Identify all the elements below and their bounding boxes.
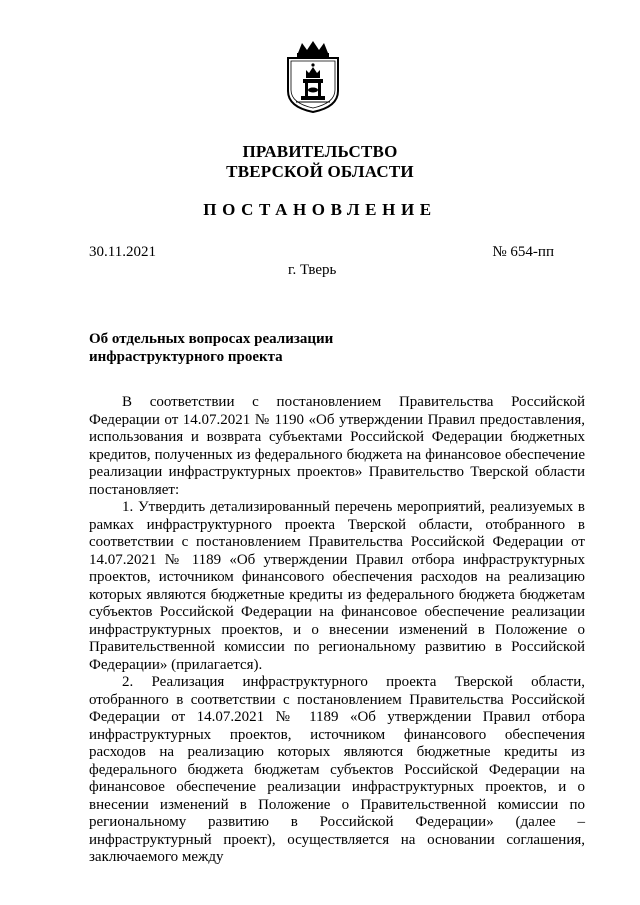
coat-of-arms-icon xyxy=(284,41,342,113)
body-item-1-paragraph: 1. Утвердить детализированный перечень мероприятий, реализуемых в рамках инфраструктурного проекта Тверской области, отобранного в соответствии с постановлением Правительства Российской Федерации от 14.07.2021 № 1189 «Об утверждении Правил отбора инфраструктурных проектов, источником финансового обеспечения расходов на реализацию которых являются бюджетные кредиты из федерального бюджета бюджетам субъектов Российской Федерации на финансовое обеспечение реализации инфраструктурных проектов, и о внесении изменений в Положение о Правительственной комиссии по региональному развитию в Российской Федерации» (прилагается). xyxy=(89,499,585,673)
body-intro-paragraph: В соответствии с постановлением Правительства Российской Федерации от 14.07.2021 № 1190 «Об утверждении Правил предоставления, использования и возврата субъектами Российской Федерации бюджетных кредитов, полученных из федерального бюджета на финансовое обеспечение реализации инфраструктурных проектов» Правительство Тверской области постановляет: xyxy=(89,394,585,498)
document-subject xyxy=(89,330,333,366)
document-type-heading: ПОСТАНОВЛЕНИЕ xyxy=(203,200,437,219)
subject-line2: инфраструктурного проекта xyxy=(89,349,283,365)
document-number: № 654-пп xyxy=(492,244,554,260)
document-city: г. Тверь xyxy=(288,262,337,278)
organization-name-line1: ПРАВИТЕЛЬСТВО xyxy=(242,142,398,161)
subject-line1: Об отдельных вопросах реализации xyxy=(89,331,334,347)
organization-name-line2: ТВЕРСКОЙ ОБЛАСТИ xyxy=(226,162,414,181)
document-body xyxy=(89,394,585,867)
document-date: 30.11.2021 xyxy=(89,244,156,260)
body-item-2-paragraph: 2. Реализация инфраструктурного проекта Тверской области, отобранного в соответствии с постановлением Правительства Российской Федерации от 14.07.2021 № 1189 «Об утверждении Правил отбора инфраструктурных проектов, источником финансового обеспечения расходов на реализацию которых являются бюджетные кредиты из федерального бюджета бюджетам субъектов Российской Федерации на финансовое обеспечение реализации инфраструктурных проектов, и о внесении изменений в Положение о Правительственной комиссии по региональному развитию в Российской Федерации» (далее – инфраструктурный проект), осуществляется на основании соглашения, заключаемого между xyxy=(89,674,585,865)
